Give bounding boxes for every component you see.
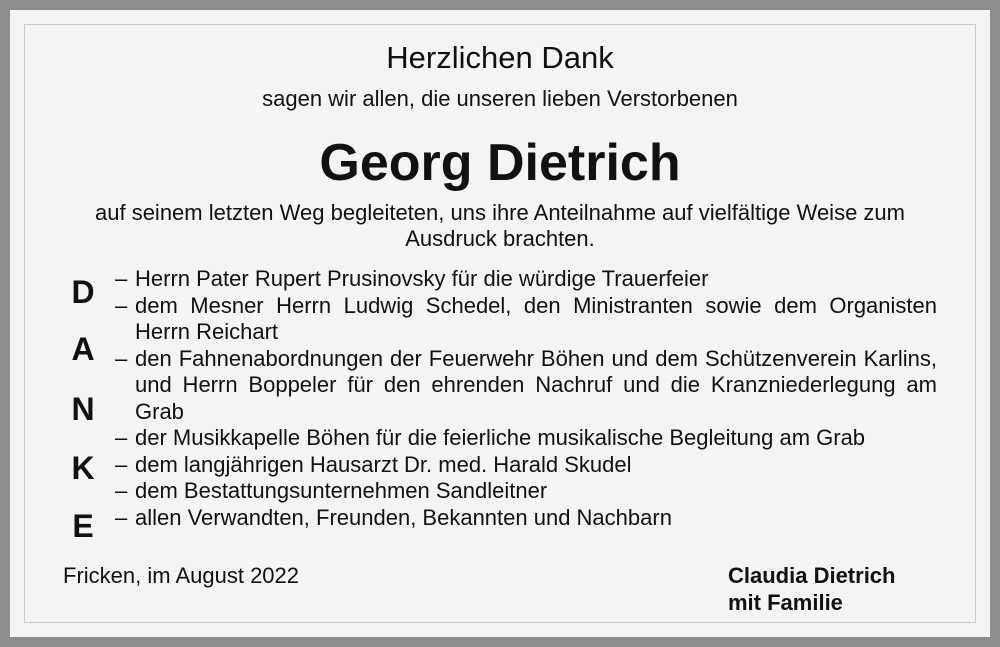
dash: – — [115, 478, 128, 503]
thanks-item-text: der Musikkapelle Böhen für die feierliche musikalische Begleitung am Grab — [135, 425, 866, 450]
dash: – — [115, 266, 128, 291]
danke-letter-k: K — [71, 450, 95, 486]
thanks-item — [115, 452, 937, 479]
dash: – — [115, 345, 128, 371]
signature-family: mit Familie — [728, 590, 843, 615]
notice-subtitle: sagen wir allen, die unseren lieben Verstorbenen — [262, 86, 738, 111]
danke-letter-d: D — [71, 274, 95, 310]
thanks-item — [115, 293, 937, 346]
thanks-list — [115, 266, 937, 531]
thanks-item-text: Herrn Pater Rupert Prusinovsky für die würdige Trauerfeier — [135, 266, 709, 291]
notice-title: Herzlichen Dank — [386, 40, 614, 75]
dash: – — [115, 292, 128, 318]
danke-letter-n: N — [71, 391, 95, 427]
thanks-item-text: den Fahnenabordnungen der Feuerwehr Böhen und dem Schützenverein Karlins, und Herrn Boppeler für den ehrenden Nachruf und die Kranzniederlegung am Grab — [135, 345, 937, 424]
danke-letter-a: A — [71, 331, 95, 367]
thanks-item — [115, 478, 937, 505]
deceased-name: Georg Dietrich — [319, 134, 681, 192]
thanks-item — [115, 505, 937, 532]
thanks-item-text: dem langjährigen Hausarzt Dr. med. Harald Skudel — [135, 451, 632, 477]
thanks-item — [115, 425, 937, 452]
signature-name: Claudia Dietrich — [728, 563, 896, 588]
dash: – — [115, 451, 128, 477]
dash: – — [115, 504, 128, 530]
dash: – — [115, 425, 128, 450]
intro-text: auf seinem letzten Weg begleiteten, uns ihre Anteilnahme auf vielfältige Weise zum Ausdruck brachten. — [95, 200, 905, 251]
thanks-item-text: dem Bestattungsunternehmen Sandleitner — [135, 478, 548, 503]
thanks-item-text: allen Verwandten, Freunden, Bekannten und Nachbarn — [135, 504, 672, 530]
thanks-item — [115, 266, 937, 293]
thanks-item — [115, 346, 937, 426]
thanks-item-text: dem Mesner Herrn Ludwig Schedel, den Ministranten sowie dem Organisten Herrn Reichart — [135, 292, 937, 344]
place-date: Fricken, im August 2022 — [63, 563, 300, 588]
signature — [728, 562, 895, 616]
danke-letter-e: E — [72, 508, 94, 544]
